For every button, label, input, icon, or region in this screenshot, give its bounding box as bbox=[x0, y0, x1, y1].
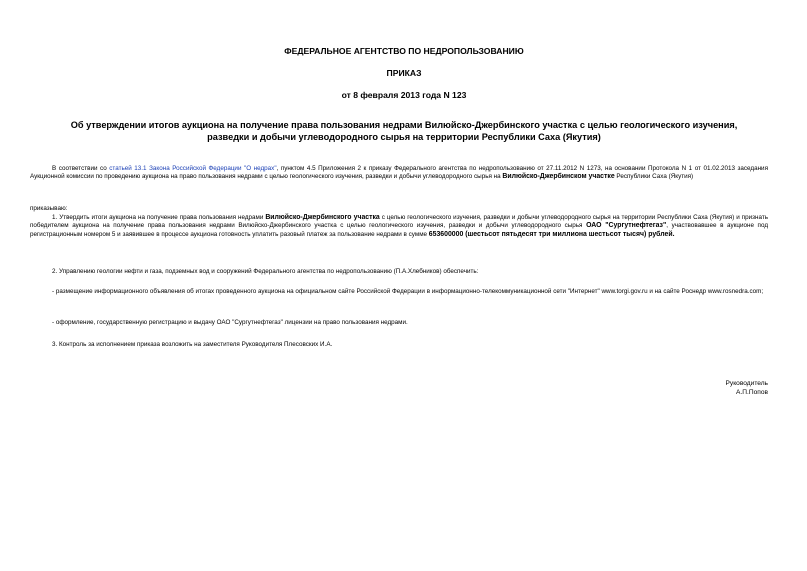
preamble-text: Республики Саха (Якутия) bbox=[614, 173, 694, 181]
document-page bbox=[30, 0, 778, 571]
item-1 bbox=[30, 214, 768, 239]
agency-name: ФЕДЕРАЛЬНОЕ АГЕНТСТВО ПО НЕДРОПОЛЬЗОВАНИЮ bbox=[284, 46, 524, 56]
prikazyvayu: приказываю: bbox=[30, 205, 68, 212]
signature-position: Руководитель bbox=[725, 380, 768, 387]
item-3: 3. Контроль за исполнением приказа возложить на заместителя Руководителя Плесовских И.А. bbox=[52, 341, 333, 348]
item-1-bold: 653600000 (шестьсот пятьдесят три миллиона шестьсот тысяч) рублей. bbox=[428, 230, 675, 238]
item-2: 2. Управлению геологии нефти и газа, подземных вод и сооружений Федерального агентства по недропользованию (П.А.Хлебников) обеспечить: bbox=[52, 268, 479, 275]
item-1-text: с целью геологического изучения, разведки и добычи углеводородного сырья на территории Республики Саха (Якутия) и признать победителем аукциона на получение права пользования недрами Вилюйско-Джербинского участка с целью геологического изучения, разведки и добычи углеводородного сырья bbox=[30, 214, 768, 230]
preamble-text: , пунктом 4.5 Приложения 2 к приказу Федерального агентства по недропользованию от 27.11.2012 N 1273, на основании Протокола N 1 от 01.02.2013 заседания Аукционной комиссии по проведению аукциона на право пользования недрами с целью геологического изучения, разведки и добычи углеводородного сырья на bbox=[30, 165, 768, 181]
document-title: Об утверждении итогов аукциона на получение права пользования недрами Вилюйско-Джербинского участка с целью геологического изучения, разведки и добычи углеводородного сырья на территории Республики Саха (Якутия) bbox=[70, 120, 738, 142]
document-type: ПРИКАЗ bbox=[386, 68, 422, 78]
law-link[interactable]: статьей 13.1 Закона Российской Федерации "О недрах" bbox=[109, 165, 277, 172]
item-1-text: 1. Утвердить итоги аукциона на получение права пользования недрами bbox=[52, 214, 266, 221]
item-2b: - оформление, государственную регистрацию и выдачу ОАО "Сургутнефтегаз" лицензии на право пользования недрами. bbox=[52, 319, 408, 326]
preamble-paragraph bbox=[30, 165, 768, 182]
item-1-text: , участвовавшее в аукционе под регистрационным номером 5 и заявившее в процессе аукциона готовность уплатить разовый платеж за пользование недрами в сумме bbox=[30, 222, 768, 238]
signature-block bbox=[726, 379, 768, 397]
preamble-text: В соответствии со bbox=[52, 165, 110, 172]
item-1-bold: ОАО "Сургутнефтегаз" bbox=[586, 222, 667, 230]
item-2a: - размещение информационного объявления об итогах проведенного аукциона на официальном сайте Российской Федерации в информационно-телекоммуникационной сети "Интернет" www.torgi.gov.ru и на сайте Роснедр www.rosnedra.com; bbox=[52, 288, 764, 295]
preamble-bold: Вилюйско-Джербинском участке bbox=[502, 173, 615, 181]
document-date-number: от 8 февраля 2013 года N 123 bbox=[341, 90, 467, 100]
signature-name: А.П.Попов bbox=[736, 389, 768, 396]
item-1-bold: Вилюйско-Джербинского участка bbox=[265, 214, 380, 221]
